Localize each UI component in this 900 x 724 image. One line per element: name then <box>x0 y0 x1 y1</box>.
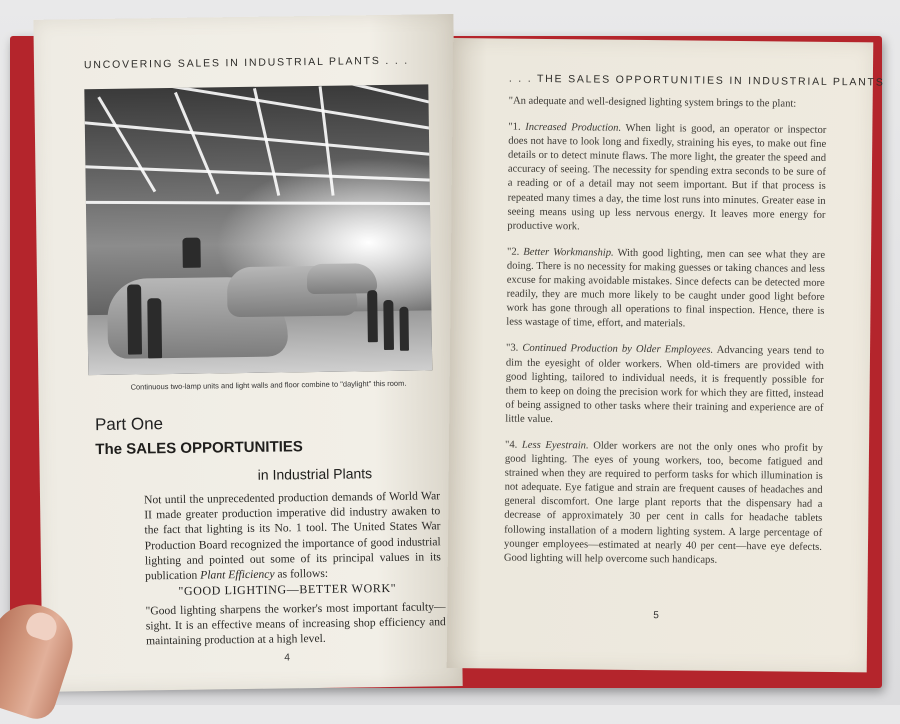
factory-photo <box>84 84 432 375</box>
motto-heading: "GOOD LIGHTING—BETTER WORK" <box>178 580 397 598</box>
right-body <box>504 95 827 581</box>
right-page <box>447 38 885 672</box>
intro-paragraph: Not until the unprecedented production demands of World War II made greater production imperative did industry awaken to the fact that lighting is its No. 1 tool. The United States War Production Board recognized the importance of good industrial lighting and pointed out some of its principal values in its publication Plant Efficiency as follows: <box>143 489 441 583</box>
page-number: 5 <box>653 610 659 622</box>
quote-paragraph: "Good lighting sharpens the worker's most important faculty—sight. It is an effective means of increasing shop efficiency and maintaining production at a high level. <box>145 600 446 648</box>
section-subtitle: in Industrial Plants <box>257 465 373 483</box>
running-head: UNCOVERING SALES IN INDUSTRIAL PLANTS . . . <box>83 54 410 72</box>
photo-caption: Continuous two-lamp units and light walls and floor combine to "daylight" this room. <box>130 378 407 392</box>
publication-title: Plant Efficiency <box>200 567 275 582</box>
running-head: . . . THE SALES OPPORTUNITIES IN INDUSTRIAL PLANTS <box>508 72 885 89</box>
part-label: Part One <box>94 414 164 435</box>
list-item: "3. Continued Production by Older Employees. Advancing years tend to dim the eyesight of older workers. When old-timers are provided with good lighting, tailored to individual needs, it is frequently possible for them to keep on doing the precision work for which they are fitted, instead of being assigned to other tasks where their training and experience are of little value. <box>505 342 825 425</box>
list-item: "4. Less Eyestrain. Older workers are not the only ones who profit by good lighting. The eyes of young workers, too, become fatigued and strained when they are required to perform tasks for which illumination is not adequate. Eye fatigue and strain are frequent causes of headaches and general discomfort. One large plant reports that the dispensary had a decrease of approximately 30 per cent in calls for headache tablets following installation of a modern lighting system. A large percentage of younger employees—estimated at nearly 40 per cent—have eye defects. Good lighting will help overcome such handicaps. <box>503 439 824 566</box>
lead-paragraph: "An adequate and well-designed lighting system brings to the plant: <box>508 95 797 110</box>
page-number: 4 <box>284 652 290 664</box>
section-title: The SALES OPPORTUNITIES <box>95 438 303 459</box>
list-item: "1. Increased Production. When light is good, an operator or inspector does not have to look long and fixedly, straining his eyes, to make out fine details or to detect minute flaws. The more light, the greater the speed and accuracy of seeing. The necessity for spending extra seconds to be sure of a reading or of a detail may not seem important. But if that process is repeated many times a day, the time lost runs into minutes. Greater ease in seeing means using up less nervous energy. It leaves more energy for productive work. <box>507 121 827 233</box>
list-item: "2. Better Workmanship. With good lighting, men can see what they are doing. There is no necessity for making guesses or taking chances and less excuse for making avoidable mistakes. Since defects can be detected more readily, they are much more likely to be caught under good light before work has gone through all operations to final inspection. Hence, there is less wastage of time, effort, and materials. <box>506 246 826 330</box>
left-page <box>33 14 462 692</box>
